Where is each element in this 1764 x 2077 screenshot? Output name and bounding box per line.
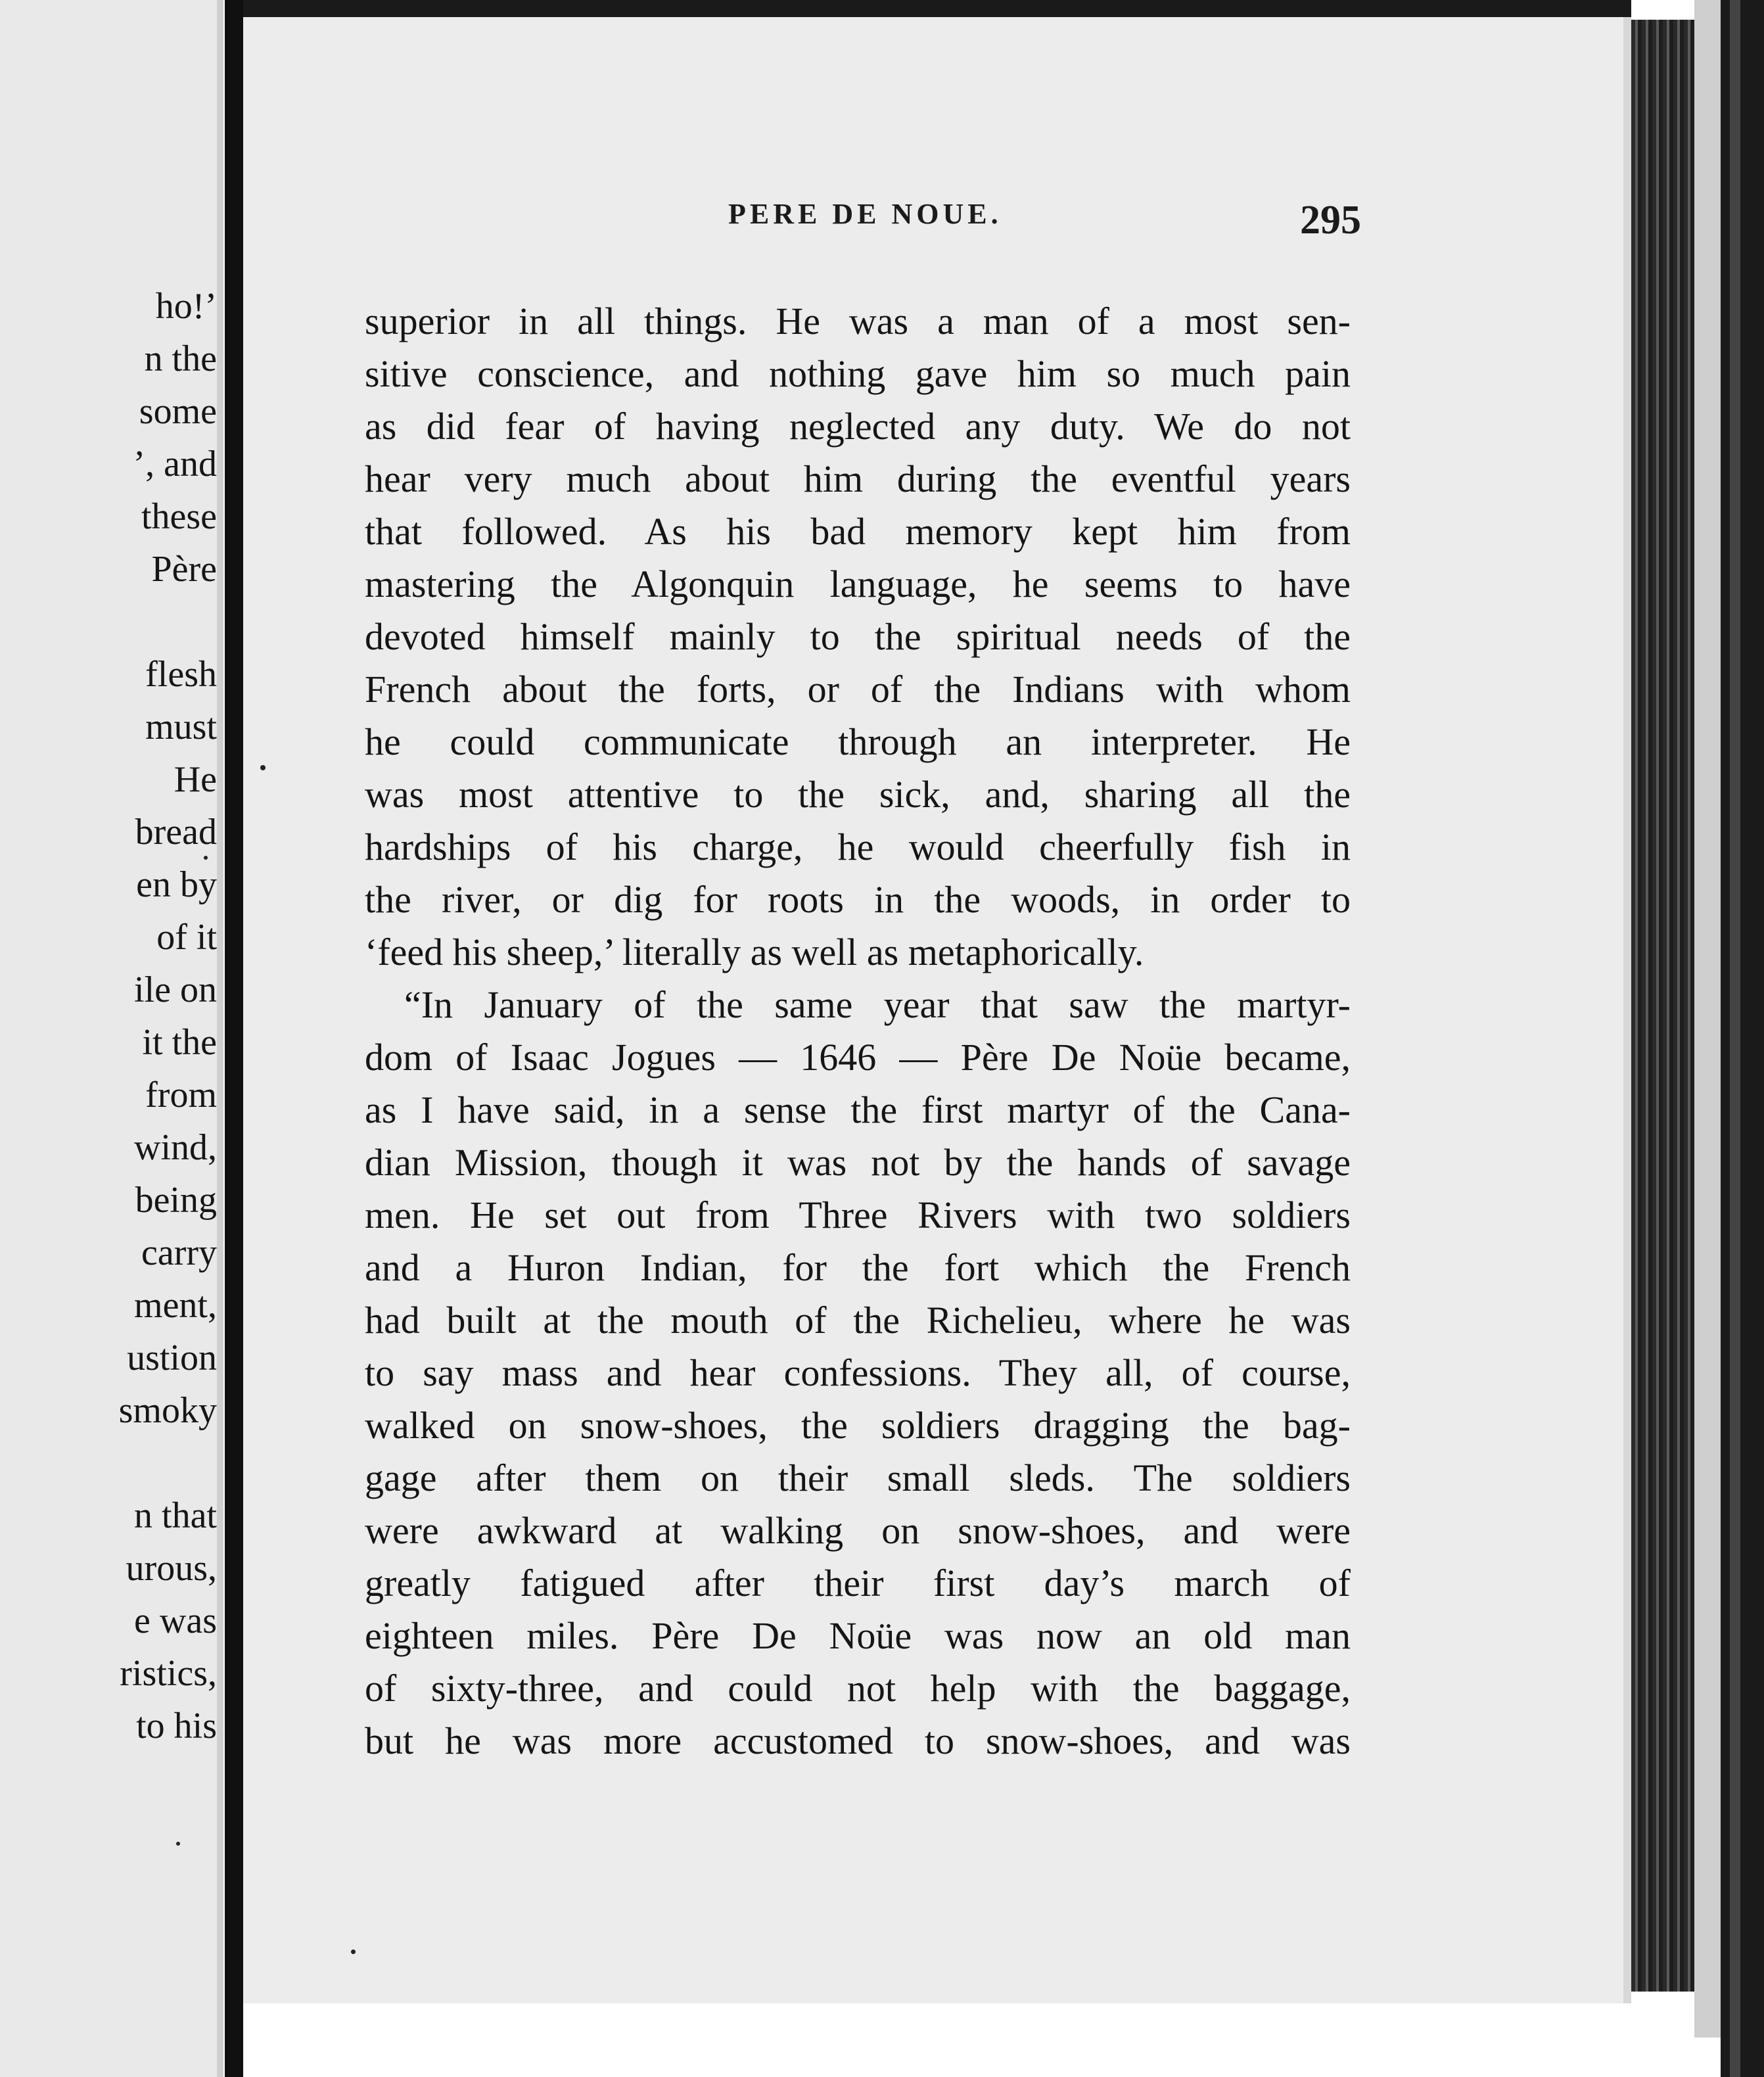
text-line: men. He set out from Three Rivers with two soldiers: [365, 1194, 1351, 1236]
text-line: devoted himself mainly to the spiritual needs of the: [365, 615, 1351, 658]
left-fragment: Père: [151, 549, 217, 590]
page-right-edge: [1623, 17, 1631, 2003]
text-line: mastering the Algonquin language, he seems to have: [365, 563, 1351, 605]
left-fragment: being: [135, 1180, 217, 1221]
text-line: ‘feed his sheep,’ literally as well as metaphorically.: [365, 931, 1144, 973]
page-bottom-margin: [243, 2003, 1631, 2077]
left-fragment: these: [141, 496, 217, 537]
text-line: dian Mission, though it was not by the hands of savage: [365, 1141, 1351, 1184]
text-line: “In January of the same year that saw the martyr-: [404, 983, 1351, 1026]
left-fragment: must: [145, 707, 217, 747]
page-top-shadow: [243, 0, 1631, 17]
left-fragment: ment,: [134, 1285, 217, 1326]
text-line: the river, or dig for roots in the woods, in order to: [365, 878, 1351, 921]
text-line: was most attentive to the sick, and, sharing all the: [365, 773, 1351, 816]
left-fragment: of it: [156, 917, 217, 958]
text-line: as I have said, in a sense the first martyr of the Cana-: [365, 1088, 1351, 1131]
text-line: and a Huron Indian, for the fort which the French: [365, 1246, 1351, 1289]
left-fragment: n that: [134, 1495, 217, 1536]
left-fragment: bread: [135, 812, 217, 852]
text-line: dom of Isaac Jogues — 1646 — Père De Noüe became,: [365, 1036, 1351, 1079]
text-line: greatly fatigued after their first day’s march of: [365, 1562, 1351, 1604]
text-line: but he was more accustomed to snow-shoes, and was: [365, 1719, 1351, 1762]
text-line: eighteen miles. Père De Noüe was now an old man: [365, 1614, 1351, 1657]
left-fragment: flesh: [145, 654, 217, 695]
left-fragment: smoky: [118, 1390, 217, 1431]
text-line: that followed. As his bad memory kept him from: [365, 510, 1351, 553]
left-fragment: some: [139, 391, 217, 432]
left-fragment: ile on: [134, 969, 217, 1010]
left-fragment: ’, and: [133, 444, 217, 484]
dust-speck: [176, 1842, 180, 1846]
book-gutter: [225, 0, 243, 2077]
left-fragment: from: [145, 1075, 217, 1115]
text-line: hear very much about him during the eventful years: [365, 457, 1351, 500]
dust-speck: [260, 765, 266, 770]
text-line: French about the forts, or of the Indians with whom: [365, 668, 1351, 711]
text-line: sitive conscience, and nothing gave him so much pain: [365, 352, 1351, 395]
left-fragment: n the: [144, 338, 217, 379]
page-stack-highlight: [1694, 0, 1721, 2038]
left-fragment: wind,: [134, 1127, 217, 1168]
page-number: 295: [1300, 198, 1361, 243]
running-head: PERE DE NOUE.: [728, 198, 1002, 230]
left-fragment: en by: [136, 864, 217, 905]
dust-speck: [204, 856, 208, 860]
left-fragment: He: [174, 759, 217, 800]
text-line: of sixty-three, and could not help with the baggage,: [365, 1667, 1351, 1710]
left-fragment: ho!’: [155, 286, 217, 327]
text-line: walked on snow-shoes, the soldiers dragging the bag-: [365, 1404, 1351, 1447]
left-fragment: e was: [134, 1600, 217, 1641]
text-line: he could communicate through an interpreter. He: [365, 720, 1351, 763]
left-fragment: carry: [141, 1232, 217, 1273]
left-fragment: urous,: [126, 1548, 217, 1589]
text-line: as did fear of having neglected any duty. We do not: [365, 405, 1351, 448]
text-line: had built at the mouth of the Richelieu, where he was: [365, 1299, 1351, 1342]
text-line: hardships of his charge, he would cheerfully fish in: [365, 826, 1351, 868]
left-fragment: ustion: [127, 1338, 217, 1378]
previous-page: [0, 0, 223, 2077]
text-line: gage after them on their small sleds. The soldiers: [365, 1457, 1351, 1499]
left-fragment: to his: [136, 1706, 217, 1746]
text-line: to say mass and hear confessions. They all, of course,: [365, 1351, 1351, 1394]
scan-border: [1721, 0, 1764, 2077]
previous-page-edge: [217, 0, 223, 2077]
left-fragment: ristics,: [120, 1653, 217, 1694]
text-line: were awkward at walking on snow-shoes, and were: [365, 1509, 1351, 1552]
dust-speck: [351, 1949, 356, 1954]
left-fragment: it the: [142, 1022, 217, 1063]
page-stack-edge: [1631, 20, 1694, 1992]
text-line: superior in all things. He was a man of a most sen-: [365, 300, 1351, 342]
